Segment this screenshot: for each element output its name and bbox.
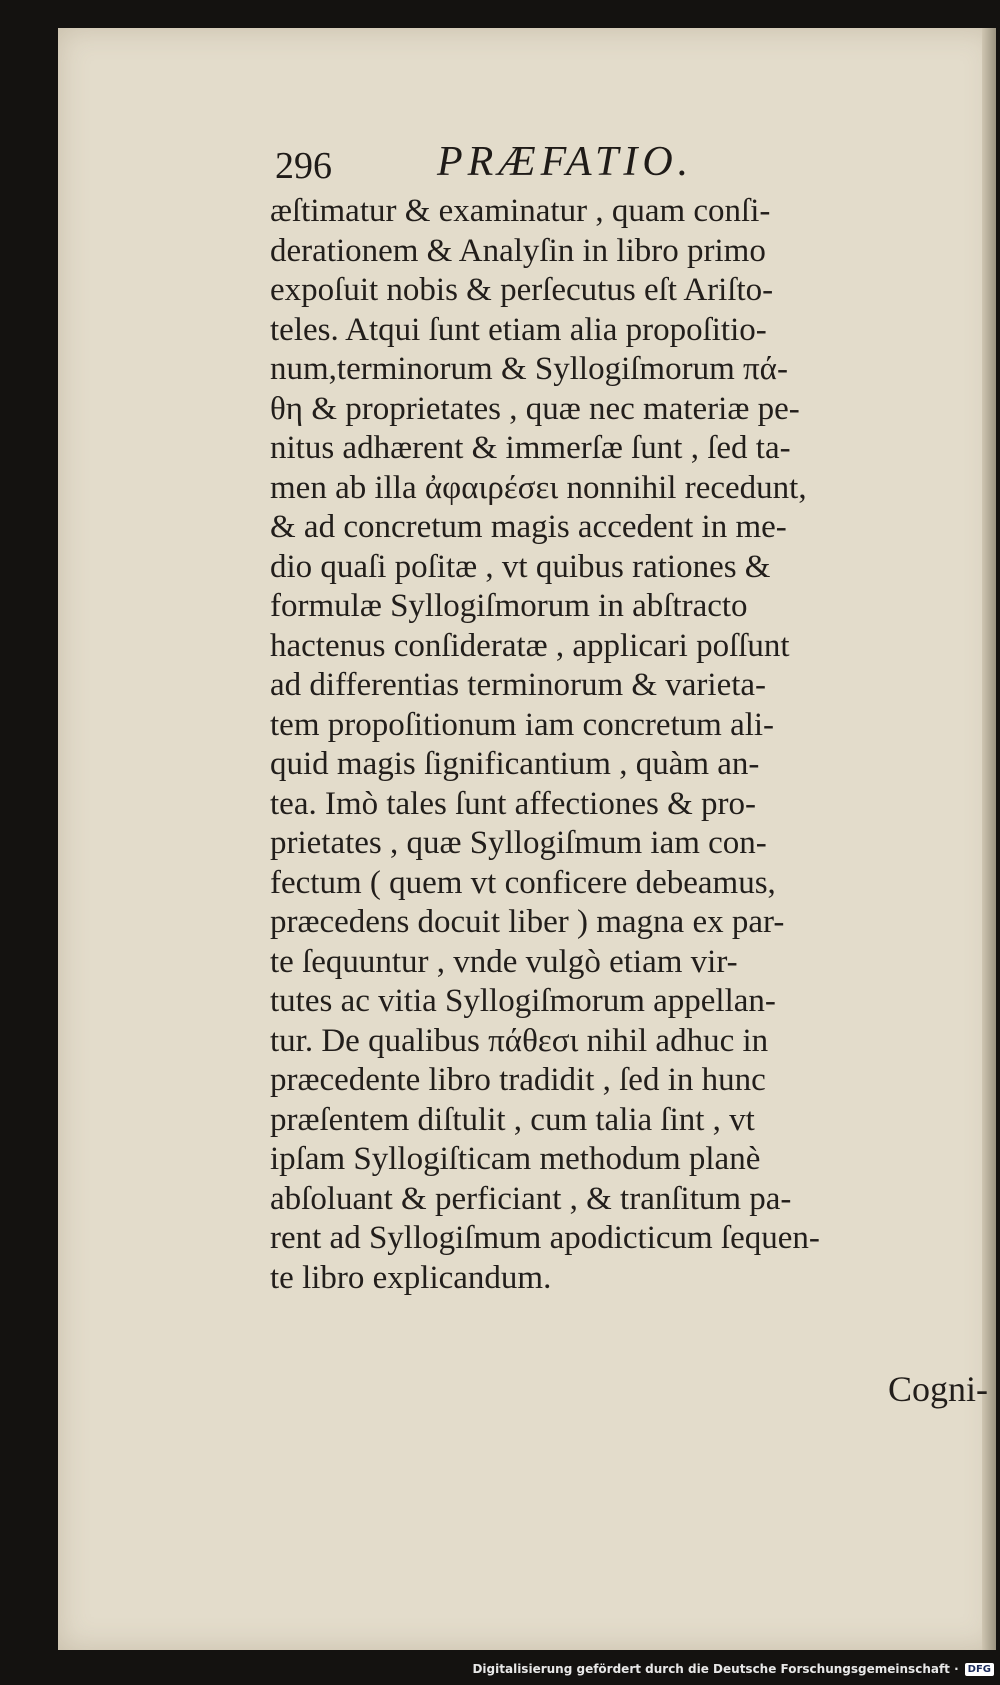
text-line: præſentem diſtulit , cum talia ſint , vt [270,1101,755,1138]
text-line: θη & proprietates , quæ nec materiæ pe- [270,390,800,427]
text-line: tur. De qualibus πάθεσι nihil adhuc in [270,1022,769,1059]
text-line: præcedens docuit liber ) magna ex par- [270,904,785,940]
text-line: quid magis ſignificantium , quàm an- [270,746,760,782]
text-line: rent ad Syllogiſmum apodicticum ſequen- [270,1220,820,1256]
text-line: abſoluant & perficiant , & tranſitum pa- [270,1180,792,1217]
text-line: fectum ( quem vt conficere debeamus, [270,864,776,901]
text-line: teles. Atqui ſunt etiam alia propoſitio- [270,311,767,348]
dfg-logo: DFG [965,1663,994,1676]
text-line: te libro explicandum. [270,1259,552,1296]
catchword: Cogni- [887,1369,988,1409]
text-line: dio quaſi poſitæ , vt quibus rationes & [270,548,771,585]
footer-credit: Digitalisierung gefördert durch die Deutsche Forschungsgemeinschaft · [472,1662,959,1676]
text-line: præcedente libro tradidit , ſed in hunc [270,1062,766,1098]
text-line: ipſam Syllogiſticam methodum planè [270,1141,761,1177]
text-line: te ſequuntur , vnde vulgò etiam vir- [270,943,738,980]
page-header [275,138,815,190]
text-line: tutes ac vitia Syllogiſmorum appellan- [270,983,776,1019]
text-line: formulæ Syllogiſmorum in abſtracto [270,588,748,624]
page-number: 296 [275,145,332,187]
text-line: hactenus conſideratæ , applicari poſſunt [270,627,790,664]
text-line: num,terminorum & Syllogiſmorum πά- [270,351,788,387]
text-line: derationem & Analyſin in libro primo [270,232,766,269]
text-line: prietates , quæ Syllogiſmum iam con- [270,825,767,861]
body-text [270,192,970,1298]
digitization-footer [472,1659,994,1679]
text-line: æſtimatur & examinatur , quam conſi- [270,193,771,229]
text-line: ad differentias terminorum & varieta- [270,667,767,703]
running-title: PRÆFATIO. [437,139,694,185]
text-line: expoſuit nobis & perſecutus eſt Ariſto- [270,272,774,308]
text-line: nitus adhærent & immerſæ ſunt , ſed ta- [270,430,791,466]
text-line: tea. Imò tales ſunt affectiones & pro- [270,785,756,822]
text-line: & ad concretum magis accedent in me- [270,509,787,545]
text-line: tem propoſitionum iam concretum ali- [270,706,775,743]
text-line: men ab illa ἀφαιρέσει nonnihil recedunt, [270,469,807,506]
